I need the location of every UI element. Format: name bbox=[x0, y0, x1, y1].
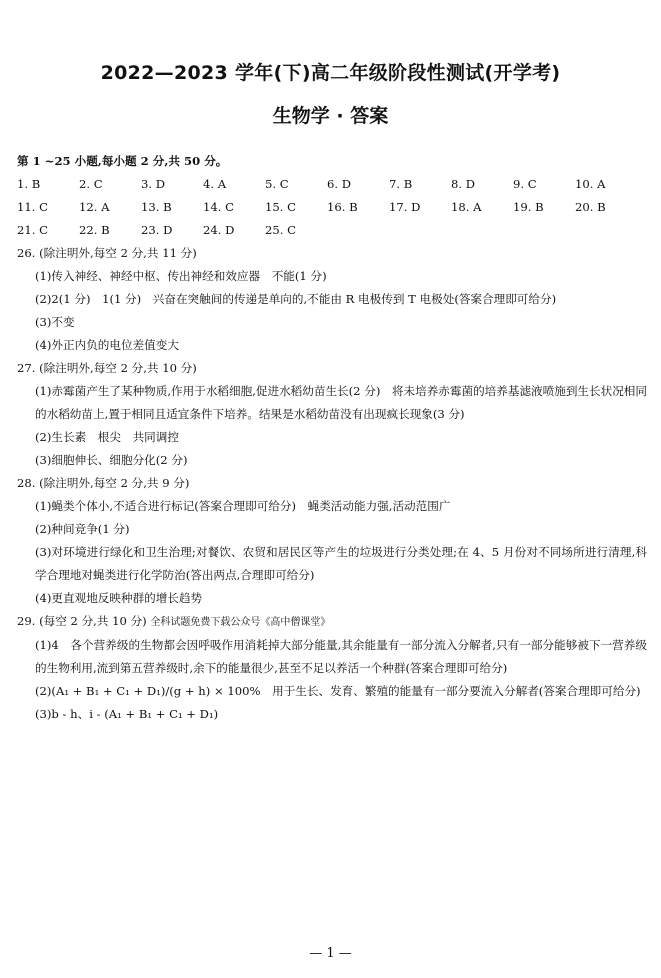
q26-heading: 26. (除注明外,每空 2 分,共 11 分) bbox=[17, 246, 197, 260]
q29-heading: 29. (每空 2 分,共 10 分) bbox=[17, 614, 147, 628]
answer-item: 15. C bbox=[265, 200, 296, 214]
answer-item: 19. B bbox=[513, 200, 544, 214]
answer-item: 9. C bbox=[513, 177, 537, 191]
answer-item: 10. A bbox=[575, 177, 606, 191]
q26-item: (2)2(1 分) 1(1 分) 兴奋在突触间的传递是单向的,不能由 R 电极传到 T 电极处(答案合理即可给分) bbox=[35, 292, 557, 306]
answer-item: 13. B bbox=[141, 200, 172, 214]
answer-item: 25. C bbox=[265, 223, 296, 237]
page-number: — 1 — bbox=[309, 946, 352, 961]
q26-item: (4)外正内负的电位差值变大 bbox=[35, 338, 179, 352]
answer-item: 17. D bbox=[389, 200, 421, 214]
q29-item: (3)b - h、i - (A₁ + B₁ + C₁ + D₁) bbox=[35, 707, 219, 721]
q28-item: (3)对环境进行绿化和卫生治理;对餐饮、农贸和居民区等产生的垃圾进行分类处理;在 4、5 月份对不同场所进行清理,科学合理地对蝇类进行化学防治(答出两点,合理即可给分) bbox=[35, 545, 647, 582]
answer-item: 21. C bbox=[17, 223, 48, 237]
q29-item: (2)(A₁ + B₁ + C₁ + D₁)/(g + h) × 100% 用于生长、发育、繁殖的能量有一部分要流入分解者(答案合理即可给分) bbox=[35, 684, 641, 698]
answer-item: 5. C bbox=[265, 177, 289, 191]
answer-item: 8. D bbox=[451, 177, 476, 191]
q26-item: (1)传入神经、神经中枢、传出神经和效应器 不能(1 分) bbox=[35, 269, 327, 283]
answer-grid bbox=[17, 173, 647, 242]
q27-item: (2)生长素 根尖 共同调控 bbox=[35, 430, 179, 444]
answer-item: 4. A bbox=[203, 177, 227, 191]
q26-item: (3)不变 bbox=[35, 315, 75, 329]
answer-item: 20. B bbox=[575, 200, 606, 214]
q27-heading: 27. (除注明外,每空 2 分,共 10 分) bbox=[17, 361, 197, 375]
q28-item: (1)蝇类个体小,不适合进行标记(答案合理即可给分) 蝇类活动能力强,活动范围广 bbox=[35, 499, 451, 513]
q28-heading: 28. (除注明外,每空 2 分,共 9 分) bbox=[17, 476, 190, 490]
answer-item: 6. D bbox=[327, 177, 352, 191]
answer-item: 12. A bbox=[79, 200, 110, 214]
q27-item: (3)细胞伸长、细胞分化(2 分) bbox=[35, 453, 188, 467]
section1-heading: 第 1 ~25 小题,每小题 2 分,共 50 分。 bbox=[17, 154, 228, 168]
answer-item: 7. B bbox=[389, 177, 413, 191]
answer-item: 24. D bbox=[203, 223, 235, 237]
answer-item: 3. D bbox=[141, 177, 166, 191]
answer-content bbox=[17, 150, 647, 726]
document-subtitle: 生物学 · 答案 bbox=[272, 105, 389, 127]
q29-heading-row bbox=[17, 610, 647, 634]
answer-item: 11. C bbox=[17, 200, 48, 214]
answer-item: 14. C bbox=[203, 200, 234, 214]
answer-item: 22. B bbox=[79, 223, 110, 237]
q29-note: 全科试题免费下载公众号《高中僧课堂》 bbox=[150, 617, 331, 628]
answer-item: 23. D bbox=[141, 223, 173, 237]
answer-item: 2. C bbox=[79, 177, 103, 191]
answer-item: 1. B bbox=[17, 177, 41, 191]
q27-item: (1)赤霉菌产生了某种物质,作用于水稻细胞,促进水稻幼苗生长(2 分) 将未培养赤霉菌的培养基滤液喷施到生长状况相同的水稻幼苗上,置于相同且适宜条件下培养。结果是水稻幼苗没有出现疯长现象(3 分) bbox=[35, 384, 647, 421]
document-title: 2022—2023 学年(下)高二年级阶段性测试(开学考) bbox=[100, 62, 561, 84]
q28-item: (4)更直观地反映种群的增长趋势 bbox=[35, 591, 203, 605]
answer-item: 16. B bbox=[327, 200, 358, 214]
q29-item: (1)4 各个营养级的生物都会因呼吸作用消耗掉大部分能量,其余能量有一部分流入分解者,只有一部分能够被下一营养级的生物利用,流到第五营养级时,余下的能量很少,甚至不足以养活一个种群(答案合理即可给分) bbox=[35, 638, 647, 675]
q28-item: (2)种间竞争(1 分) bbox=[35, 522, 130, 536]
answer-item: 18. A bbox=[451, 200, 482, 214]
